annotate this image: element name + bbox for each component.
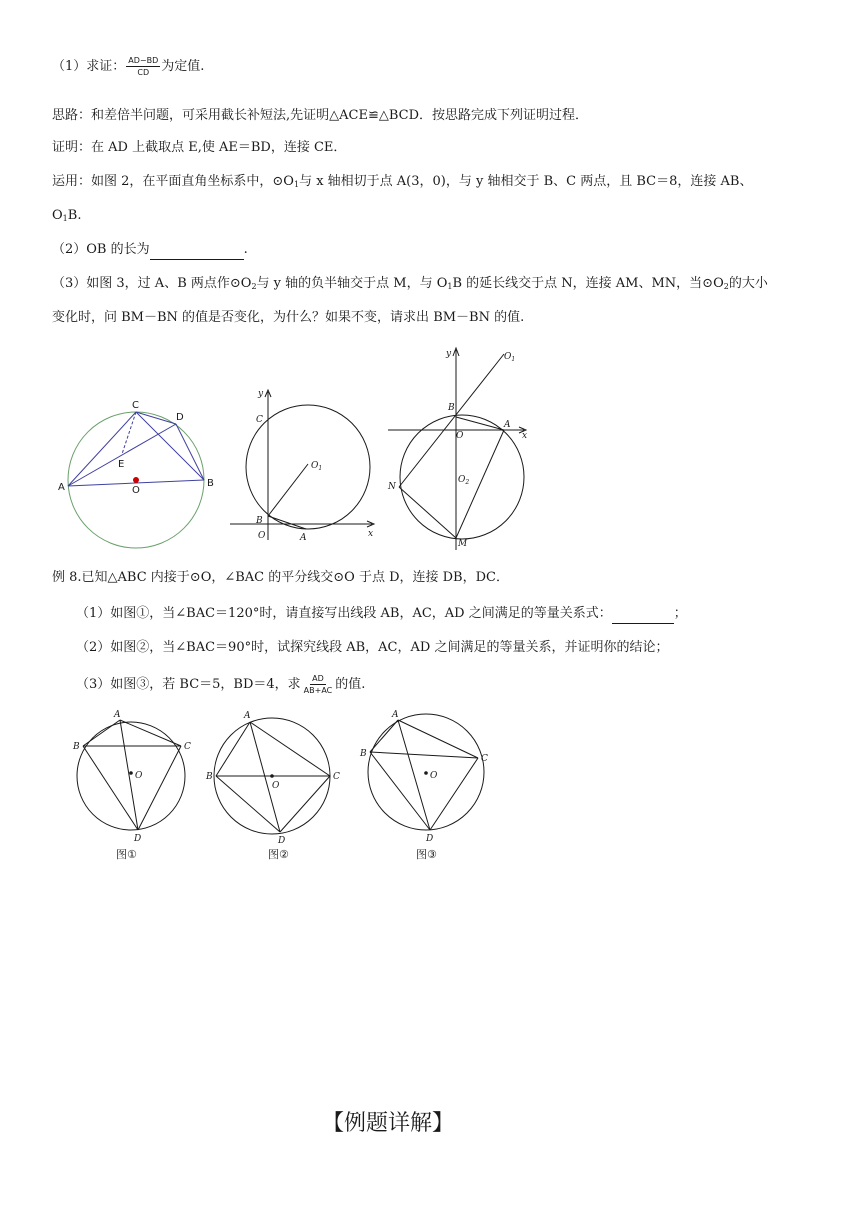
label-a: A (300, 533, 307, 543)
label-o2 (458, 475, 469, 486)
label-c: C (256, 415, 263, 425)
label-o: O (132, 485, 140, 496)
label-o1-sub: 1 (511, 356, 516, 363)
segment-bd (83, 746, 138, 830)
label-y: y (446, 349, 452, 359)
label-o1-main: O (504, 352, 512, 362)
answer-blank[interactable] (150, 245, 244, 260)
label-x: x (522, 431, 528, 441)
example-8-part-2: （2）如图②，当∠BAC＝90°时，试探究线段 AB，AC，AD 之间满足的等量关系，并证明你的结论； (76, 640, 669, 655)
segment-ac (398, 720, 478, 758)
label-o: O (456, 431, 464, 441)
segment-ad (398, 720, 430, 830)
circle-o (77, 722, 185, 830)
example-8-part-3: （3）如图③，若 BC＝5，BD＝4，求 $\frac{AD}{AB+AC}$ 的值. (76, 674, 366, 695)
figure-8-3 (356, 706, 496, 846)
proof-text: 证明：在 AD 上截取点 E,使 AE＝BD，连接 CE． (52, 140, 347, 155)
label-d: D (426, 834, 434, 844)
answer-blank-1[interactable] (612, 609, 674, 624)
label-a: A (114, 710, 121, 720)
label-d: D (176, 412, 184, 423)
label-e: E (118, 459, 125, 470)
question-3-line-1: （3）如图 3，过 A、B 两点作$⊙O_2$与 y 轴的负半轴交于点 M，与 $O_1B$ 的延长线交于点 N，连接 AM、MN，当$⊙O_2$的大小 (52, 276, 768, 291)
label-o: O (430, 771, 438, 781)
example-8-part-1: （1）如图①，当∠BAC＝120°时，请直接写出线段 AB，AC，AD 之间满足的等量关系式： ； (76, 604, 687, 624)
question-1: （1）求证： $\frac{AD-BD}{CD}$ 为定值. (52, 56, 205, 77)
segment-ab (370, 720, 398, 752)
label-a: A (244, 711, 251, 721)
label-o1 (504, 352, 515, 363)
label-c: C (184, 742, 191, 752)
segment-cd (138, 746, 181, 830)
fraction-ad-over-ab-plus-ac: $\frac{AD}{AB+AC}$ (303, 674, 333, 695)
segment-o1-b (268, 464, 308, 516)
label-o2-sub: 2 (465, 479, 470, 486)
label-o: O (272, 781, 280, 791)
segment-db (176, 424, 204, 480)
center-dot (129, 771, 133, 775)
center-dot (424, 771, 428, 775)
label-o1-sub: 1 (318, 465, 323, 472)
label-d: D (278, 836, 286, 846)
label-y: y (258, 389, 264, 399)
caption-fig-1: 图① (116, 848, 137, 861)
label-m: M (458, 539, 468, 549)
application-line-1: 运用：如图 2，在平面直角坐标系中，$⊙O_1$与 x 轴相切于点 A(3，0)，与 y 轴相交于 B、C 两点，且 BC＝8，连接 AB、 (52, 174, 753, 189)
label-o1-main: O (311, 461, 319, 471)
segment-bd (370, 752, 430, 830)
example-8-intro: 例 8.已知△ABC 内接于⊙O，∠BAC 的平分线交⊙O 于点 D，连接 DB，DC． (52, 570, 509, 585)
question-3-line-2: 变化时，问 BM－BN 的值是否变化，为什么？如果不变，请求出 BM－BN 的值. (52, 310, 525, 325)
label-b: B (207, 478, 214, 489)
segment-cd (430, 758, 478, 830)
segment-ab (268, 516, 306, 529)
segment-ac (68, 412, 136, 486)
segment-ad (250, 722, 280, 832)
label-o: O (135, 771, 143, 781)
caption-fig-3: 图③ (416, 848, 437, 861)
figure-2-coordinate-circle (228, 384, 378, 544)
label-o2-main: O (458, 475, 466, 485)
circle-o1 (246, 405, 370, 529)
label-c: C (481, 754, 488, 764)
segment-ad (68, 424, 176, 486)
label-b: B (360, 749, 367, 759)
label-o1 (311, 461, 322, 472)
fraction-ad-bd-over-cd: $\frac{AD-BD}{CD}$ (128, 56, 159, 77)
hint-text: 思路：和差倍半问题，可采用截长补短法,先证明△ACE≌△BCD．按思路完成下列证明过程． (52, 108, 589, 123)
segment-ab (83, 720, 120, 746)
segment-bd (216, 776, 280, 832)
label-x: x (368, 529, 374, 539)
center-dot (270, 774, 274, 778)
segment-bc (370, 752, 478, 758)
figure-3-two-circles (386, 344, 536, 552)
caption-fig-2: 图② (268, 848, 289, 861)
figure-1-circle-quadrilateral (56, 396, 226, 556)
segment-nm (399, 487, 456, 538)
figure-8-2 (204, 706, 344, 846)
label-c: C (333, 772, 340, 782)
label-a: A (504, 420, 511, 430)
label-a: A (58, 482, 65, 493)
label-b: B (73, 742, 80, 752)
label-b: B (256, 516, 263, 526)
question-2: （2）OB 的长为 . (52, 240, 248, 260)
segment-ba (456, 417, 504, 430)
label-b: B (206, 772, 213, 782)
figure-8-1 (68, 706, 198, 846)
center-dot (133, 477, 139, 483)
label-b: B (448, 403, 455, 413)
label-n: N (388, 482, 396, 492)
label-c: C (132, 400, 139, 411)
label-a: A (392, 710, 399, 720)
segment-ac (120, 720, 181, 746)
label-o: O (258, 531, 266, 541)
label-d: D (134, 834, 142, 844)
application-line-2: $O_1B$. (52, 208, 82, 223)
section-title: 【例题详解】 (322, 1111, 455, 1136)
